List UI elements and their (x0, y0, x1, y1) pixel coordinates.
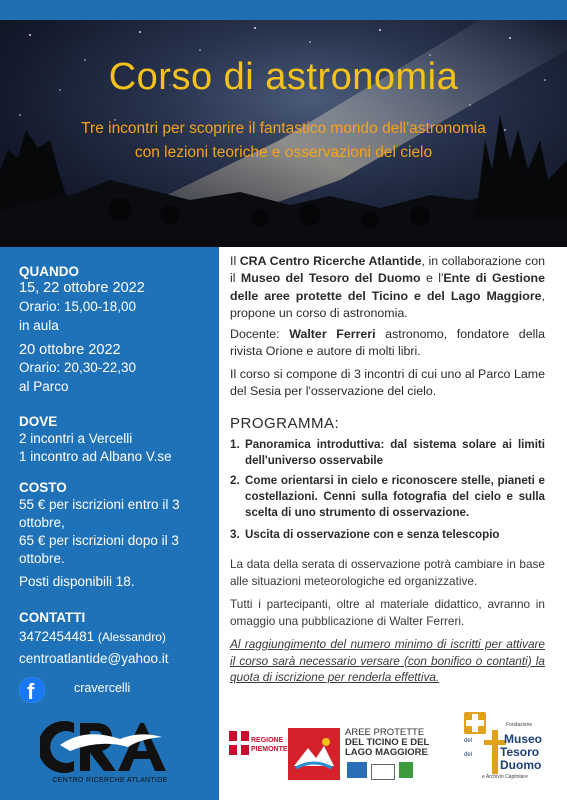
page-title: Corso di astronomia (108, 56, 459, 98)
phone-number[interactable]: 3472454481 (19, 629, 95, 644)
costo-line-4: ottobre. (19, 551, 65, 566)
regione-piemonte-logo: REGIONE PIEMONTE (229, 725, 283, 771)
programma-item-3: 3. Uscita di osservazione con e senza telescopio (230, 528, 500, 541)
note-data-osservazione: La data della serata di osservazione potrà cambiare in base alle situazioni meteorologiche ed organizzative. (230, 557, 545, 588)
contatti-heading: CONTATTI (19, 610, 86, 625)
dove-heading: DOVE (19, 414, 58, 429)
quando-place-1: in aula (19, 318, 59, 333)
subtitle-line-2: con lezioni teoriche e osservazioni del cielo (134, 144, 433, 161)
note-partecipanti: Tutti i partecipanti, oltre al materiale didattico, avranno in omaggio una pubblicazione di Walter Ferreri. (230, 597, 545, 628)
quando-date-2: 20 ottobre 2022 (19, 342, 121, 358)
phone-name: (Alessandro) (97, 630, 166, 644)
quando-heading: QUANDO (19, 264, 79, 279)
costo-heading: COSTO (19, 480, 67, 495)
posti-disponibili: Posti disponibili 18. (19, 574, 135, 589)
aree-protette-mark (288, 728, 340, 780)
cra-caption: CENTRO RICERCHE ATLANTIDE (52, 777, 168, 784)
intro-paragraph: Il CRA Centro Ricerche Atlantide, in collaborazione con il Museo del Tesoro del Duomo e l'Ente di Gestione delle aree protette del Ticino e del Lago Maggiore, propone un corso di astronomia. (230, 254, 546, 321)
facebook-handle[interactable]: cravercelli (74, 681, 131, 695)
programma-heading: PROGRAMMA: (230, 415, 340, 432)
email-link[interactable]: centroatlantide@yahoo.it (19, 651, 169, 666)
costo-line-2: ottobre, (19, 515, 65, 530)
aree-protette-logo: AREE PROTETTE DEL TICINO E DEL LAGO MAGGIORE (345, 728, 445, 784)
hero-banner (0, 20, 567, 247)
corso-paragraph: Il corso si compone di 3 incontri di cui uno al Parco Lame del Sesia per l'osservazione del cielo. (230, 367, 545, 399)
quando-time-1: Orario: 15,00-18,00 (19, 299, 137, 314)
note-iscrizione: Al raggiungimento del numero minimo di iscritti per attivare il corso sarà necessario versare (con bonifico o contanti) la quota di iscrizione per renderla effettiva. (230, 637, 545, 684)
subtitle-line-1: Tre incontri per scoprire il fantastico mondo dell'astronomia (81, 120, 486, 137)
dove-line-2: 1 incontro ad Albano V.se (19, 449, 172, 464)
costo-line-1: 55 € per iscrizioni entro il 3 (19, 497, 180, 512)
phone-line (19, 629, 166, 644)
quando-date-1: 15, 22 ottobre 2022 (19, 280, 145, 296)
info-sidebar (0, 247, 219, 800)
dove-line-1: 2 incontri a Vercelli (19, 431, 133, 446)
programma-item-1: 1. Panoramica introduttiva: dal sistema solare ai limiti dell'universo osservabile (230, 438, 545, 467)
quando-time-2: Orario: 20,30-22,30 (19, 360, 137, 375)
programma-item-2: 2. Come orientarsi in cielo e riconoscere stelle, pianeti e costellazioni. Cenni sulla fotografia del cielo e sulla scelta di uno strumento di osservazione. (230, 474, 545, 519)
top-bar (0, 0, 567, 20)
docente-paragraph: Docente: Walter Ferreri astronomo, fondatore della rivista Orione e autore di molti libri. (230, 327, 545, 359)
facebook-icon[interactable]: f (19, 677, 45, 703)
costo-line-3: 65 € per iscrizioni dopo il 3 (19, 533, 179, 548)
museo-duomo-logo: Fondazione del Museo del Tesoro Duomo e Archivio Capitolare (462, 712, 544, 782)
cra-logo (40, 717, 180, 787)
quando-place-2: al Parco (19, 379, 69, 394)
